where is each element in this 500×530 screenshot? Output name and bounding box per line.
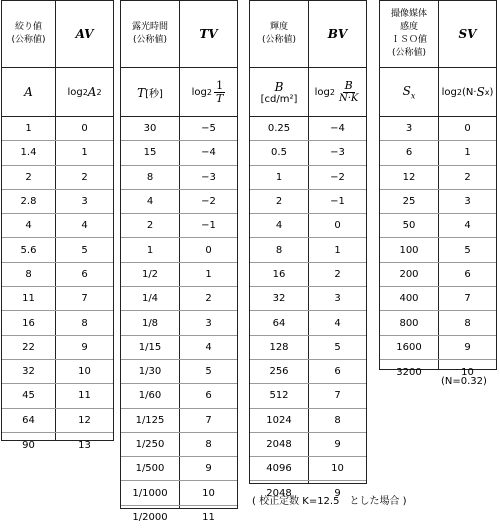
value-cell: 400 [399,293,419,305]
log-value-cell: 1 [81,147,88,159]
log-value-cell: −4 [330,123,345,135]
value-cell: 8 [146,171,154,183]
log-value-cell: 3 [464,196,471,208]
value-cell: 1/8 [141,317,159,329]
table-row [121,506,237,530]
header-label-nominal: (公称値) [261,35,297,45]
log-value-cell: 5 [81,244,88,256]
log-value-cell: 1 [205,268,212,280]
header-row-symbols [2,68,113,117]
table-row [380,336,496,360]
table-row [380,190,496,214]
value-cell: 512 [269,390,289,402]
log-value-cell: 5 [205,366,212,378]
log-value-cell: 9 [334,488,341,500]
value-cell: 200 [399,268,419,280]
table-row [250,457,366,481]
header-label-nominal: (公称値) [132,35,168,45]
table-sv [379,0,497,378]
value-cell: 1 [146,244,154,256]
value-cell: 4096 [266,463,292,475]
table-row [380,117,496,141]
value-cell: 1 [25,123,32,135]
value-cell: 90 [22,439,35,451]
log-value-cell: 13 [78,439,91,451]
table-row [121,117,237,141]
log-value-cell: 0 [81,123,88,135]
header-symbol-t: T[秒] [137,85,163,100]
log-value-cell: 5 [464,244,471,256]
header-formula-tv: log 2 $\frac{1}{T}$ [191,78,224,105]
table-row [380,166,496,190]
value-cell: 1/4 [141,293,159,305]
log-value-cell: 12 [78,414,91,426]
table-body-tv [121,117,237,530]
table-row [121,457,237,481]
value-cell: 50 [402,220,416,232]
header-row-symbols [250,68,366,117]
value-cell: 1/2 [141,268,159,280]
value-cell: 8 [275,244,283,256]
value-cell: 1/125 [135,414,165,426]
value-cell: 64 [22,414,35,426]
log-value-cell: 3 [334,293,341,305]
log-value-cell: −1 [330,196,345,208]
table-row [121,481,237,505]
table-row [250,117,366,141]
header-symbol-b: B [274,79,284,94]
value-cell: 1024 [266,414,292,426]
log-value-cell: 0 [334,220,341,232]
log-value-cell: 7 [81,293,88,305]
table-row [121,166,237,190]
header-label-nominal: (公称値) [391,48,427,58]
value-cell: 4 [275,220,283,232]
table-row [250,409,366,433]
table-row [2,360,113,384]
log-value-cell: −3 [201,171,216,183]
log-value-cell: 6 [81,268,88,280]
log-value-cell: 10 [78,366,91,378]
table-row [121,190,237,214]
log-value-cell: 6 [334,366,341,378]
value-cell: 0.5 [271,147,287,159]
value-cell: 1/1000 [132,487,168,499]
value-cell: 2048 [266,439,292,450]
value-cell: 2 [146,220,154,232]
table-row [380,311,496,335]
value-cell: 6 [405,147,413,159]
table-row [380,214,496,238]
table-row [2,263,113,287]
value-cell: 100 [399,244,419,256]
value-cell: 32 [22,366,35,378]
value-cell: 256 [269,366,289,378]
table-row [121,433,237,457]
table-row [250,238,366,262]
log-value-cell: 0 [464,123,471,135]
log-value-cell: −4 [201,147,216,159]
value-cell: 8 [25,268,32,280]
table-row [2,409,113,433]
table-row [250,336,366,360]
log-value-cell: 2 [205,293,212,305]
header-abbr-bv: BV [327,27,348,41]
log-value-cell: 4 [81,220,88,232]
table-row [250,214,366,238]
log-value-cell: 7 [205,414,212,426]
table-row [121,214,237,238]
log-value-cell: 8 [334,414,341,426]
table-row [250,311,366,335]
log-value-cell: 1 [334,244,341,256]
log-value-cell: 9 [464,341,471,353]
value-cell: 1/2000 [132,512,168,524]
table-row [380,287,496,311]
log-value-cell: 11 [202,512,215,524]
header-label-exposure-time: 露光時間 [131,22,168,32]
value-cell: 1600 [396,341,422,353]
value-cell: 1/15 [138,341,162,353]
log-value-cell: −2 [201,196,216,208]
value-cell: 32 [272,293,286,305]
value-cell: 45 [22,390,35,402]
log-value-cell: 0 [205,244,212,256]
table-row [2,117,113,141]
log-value-cell: 4 [334,317,341,329]
table-row [380,238,496,262]
value-cell: 1/500 [135,463,165,475]
table-row [121,141,237,165]
value-cell: 16 [22,317,35,329]
table-row [121,409,237,433]
log-value-cell: 3 [81,196,88,208]
table-row [121,336,237,360]
table-row [2,214,113,238]
log-value-cell: 5 [334,341,341,353]
log-value-cell: 2 [334,268,341,280]
header-label-medium: 撮像媒体 [390,9,427,19]
table-row [121,263,237,287]
value-cell: 2 [25,171,32,183]
value-cell: 0.25 [267,123,291,135]
log-value-cell: 9 [81,341,88,353]
log-value-cell: 10 [202,487,215,499]
value-cell: 12 [402,171,416,183]
header-abbr-sv: SV [458,27,477,41]
header-unit-b: [cd/m²] [260,93,298,105]
log-value-cell: 9 [334,439,341,450]
table-row [2,311,113,335]
log-value-cell: 7 [464,293,471,305]
table-row [250,433,366,457]
table-row [250,141,366,165]
table-row [2,384,113,408]
table-row [250,287,366,311]
log-value-cell: 4 [464,220,471,232]
table-row [121,238,237,262]
log-value-cell: 8 [81,317,88,329]
header-label-luminance: 輝度 [269,22,288,32]
bv-note: ( 校正定数 K=12.5 とした場合 ) [252,496,407,507]
log-value-cell: 9 [205,463,212,475]
header-row-names [121,1,237,68]
header-label-sensitivity: 感度 [399,22,418,32]
value-cell: 4 [146,196,154,208]
log-value-cell: 8 [205,439,212,450]
log-value-cell: −3 [330,147,345,159]
value-cell: 30 [143,123,157,135]
value-cell: 1/30 [138,366,162,378]
log-value-cell: −5 [201,123,216,135]
header-symbol-a: A [24,85,33,99]
log-value-cell: 7 [334,390,341,402]
table-tv [120,0,238,524]
table-row [121,311,237,335]
header-row-symbols [121,68,237,117]
table-row [2,166,113,190]
value-cell: 1.4 [20,147,37,159]
header-abbr-av: AV [75,27,94,41]
header-row-names [250,1,366,68]
table-row [2,287,113,311]
header-symbol-sx: $S_x$ [402,83,416,101]
value-cell: 3200 [396,366,422,378]
table-row [380,141,496,165]
table-row [250,384,366,408]
table-row [250,263,366,287]
value-cell: 25 [402,196,416,208]
log-value-cell: 2 [81,171,88,183]
value-cell: 800 [399,317,419,329]
table-row [250,166,366,190]
header-row-names [2,1,113,68]
header-formula-sv: log 2 (N· S x ) [441,85,494,99]
sv-note: (N=0.32) [441,376,487,387]
header-abbr-tv: TV [199,27,218,41]
header-formula-av: log 2 A 2 [67,85,102,99]
table-row [250,190,366,214]
table-row [2,190,113,214]
log-value-cell: −2 [330,171,345,183]
log-value-cell: 1 [464,147,471,159]
header-row-names [380,1,496,68]
table-row [121,287,237,311]
log-value-cell: 6 [464,268,471,280]
value-cell: 2 [275,196,283,208]
table-av [1,0,114,451]
table-body-sv [380,117,496,384]
header-label-nominal: (公称値) [11,35,46,45]
value-cell: 4 [25,220,32,232]
header-row-symbols [380,68,496,117]
value-cell: 5.6 [20,244,37,256]
table-row [2,336,113,360]
header-label-aperture: 絞り値 [14,22,42,32]
value-cell: 128 [269,341,289,353]
header-formula-bv: log 2 $\frac{B}{N\cdot K}$ [314,78,359,104]
value-cell: 1 [275,171,283,183]
value-cell: 15 [143,147,157,159]
log-value-cell: −1 [201,220,216,232]
table-bv [249,0,367,500]
log-value-cell: 3 [205,317,212,329]
log-value-cell: 11 [78,390,91,402]
value-cell: 16 [272,268,286,280]
log-value-cell: 4 [205,341,212,353]
value-cell: 2048 [266,488,292,500]
log-value-cell: 8 [464,317,471,329]
table-row [2,433,113,457]
header-label-iso: ＩＳＯ値 [390,35,427,45]
table-row [380,263,496,287]
log-value-cell: 10 [331,463,344,475]
table-row [121,360,237,384]
log-value-cell: 2 [464,171,471,183]
table-row [121,384,237,408]
value-cell: 1/60 [138,390,162,402]
table-row [250,360,366,384]
table-body-bv [250,117,366,506]
table-row [2,141,113,165]
table-body-av [2,117,113,457]
value-cell: 22 [22,341,35,353]
value-cell: 2.8 [20,196,37,208]
value-cell: 3 [405,123,413,135]
value-cell: 11 [22,293,35,305]
value-cell: 64 [272,317,286,329]
log-value-cell: 6 [205,390,212,402]
log-value-cell: 10 [461,366,474,378]
value-cell: 1/250 [135,439,165,450]
table-row [2,238,113,262]
